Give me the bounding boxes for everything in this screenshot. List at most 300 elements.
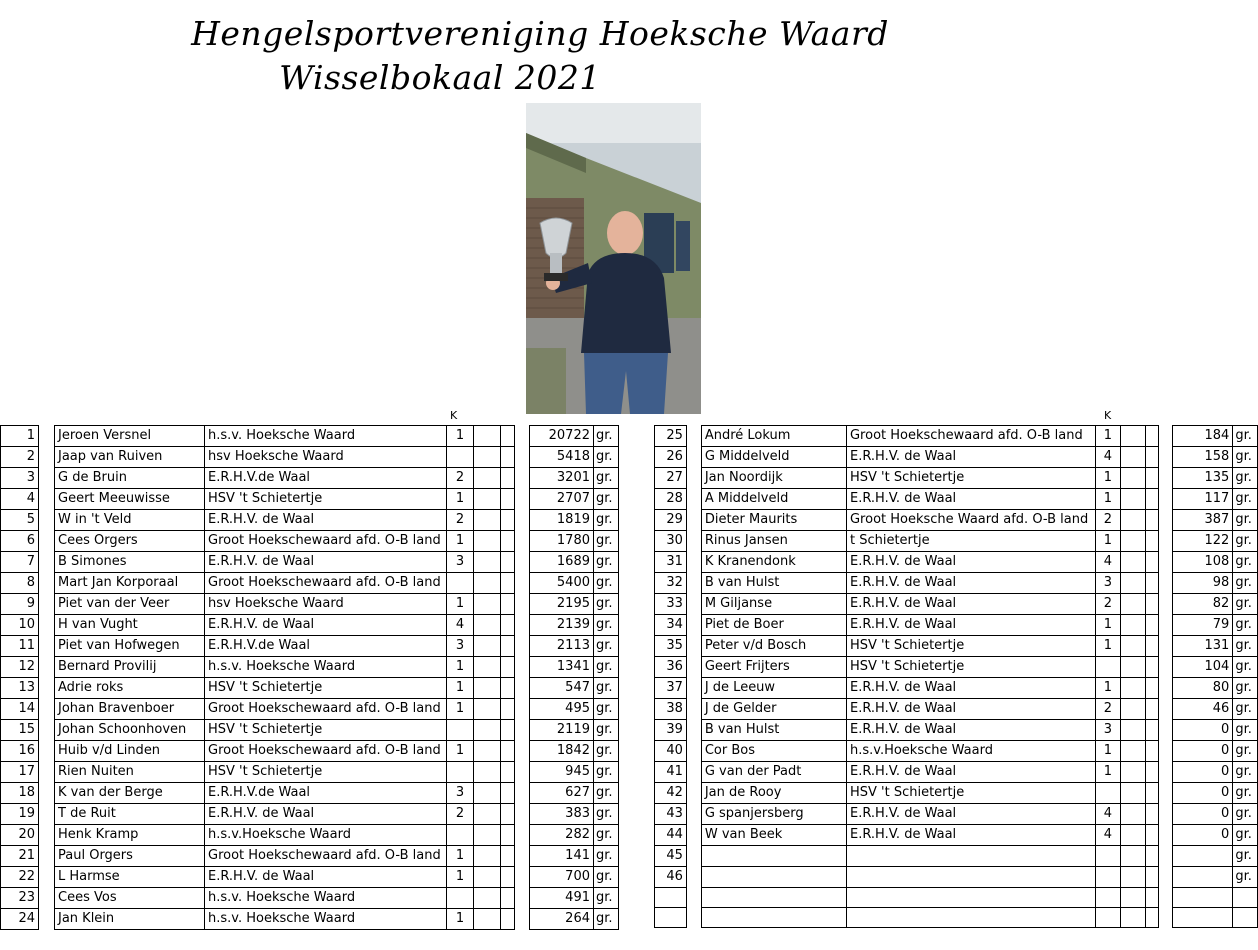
club-cell: Groot Hoekschewaard afd. O-B land [205,846,447,867]
k-cell: 1 [1095,741,1121,762]
spacer-cell [1159,699,1173,720]
rank-cell: 34 [655,615,687,636]
spacer-cell [515,699,530,720]
spacer-cell [686,888,701,908]
weight-cell [1173,846,1233,867]
spacer-cell [1159,720,1173,741]
angler-name-cell: Piet van der Veer [55,594,205,615]
table-row [1,699,619,720]
empty-cell [474,867,501,888]
club-cell: h.s.v. Hoeksche Waard [205,909,447,930]
spacer-cell [39,783,55,804]
unit-cell: gr. [594,825,619,846]
unit-cell [1233,888,1258,908]
spacer-cell [686,489,701,510]
spacer-cell [686,804,701,825]
club-cell: HSV 't Schietertje [205,678,447,699]
empty-cell [501,447,515,468]
results-table-right [654,425,1258,928]
spacer-cell [39,468,55,489]
club-cell: HSV 't Schietertje [846,657,1095,678]
empty-cell [1145,720,1158,741]
unit-cell: gr. [1233,783,1258,804]
empty-cell [1121,468,1146,489]
angler-name-cell: J de Gelder [701,699,846,720]
rank-cell: 37 [655,678,687,699]
unit-cell: gr. [1233,720,1258,741]
k-cell: 2 [447,468,474,489]
angler-name-cell: Peter v/d Bosch [701,636,846,657]
spacer-cell [39,531,55,552]
weight-cell: 1689 [530,552,594,573]
spacer-cell [1159,468,1173,489]
unit-cell: gr. [594,468,619,489]
unit-cell: gr. [1233,762,1258,783]
k-cell [447,762,474,783]
angler-name-cell [701,908,846,928]
empty-cell [1121,720,1146,741]
spacer-cell [39,678,55,699]
k-cell: 1 [447,657,474,678]
empty-cell [474,678,501,699]
empty-cell [1121,615,1146,636]
table-row [1,783,619,804]
club-cell: E.R.H.V. de Waal [205,615,447,636]
angler-name-cell: Piet van Hofwegen [55,636,205,657]
rank-cell: 3 [1,468,39,489]
spacer-cell [515,825,530,846]
spacer-cell [515,678,530,699]
unit-cell: gr. [1233,447,1258,468]
empty-cell [1121,867,1146,888]
table-row [655,426,1258,447]
table-row [655,510,1258,531]
club-cell: E.R.H.V. de Waal [846,720,1095,741]
unit-cell: gr. [1233,531,1258,552]
empty-cell [1121,447,1146,468]
rank-cell: 15 [1,720,39,741]
empty-cell [501,909,515,930]
weight-cell: 5400 [530,573,594,594]
weight-cell: 98 [1173,573,1233,594]
spacer-cell [39,573,55,594]
spacer-cell [686,426,701,447]
rank-cell: 9 [1,594,39,615]
angler-name-cell: Huib v/d Linden [55,741,205,762]
angler-name-cell: Jaap van Ruiven [55,447,205,468]
weight-cell: 80 [1173,678,1233,699]
rank-cell: 42 [655,783,687,804]
angler-name-cell: Adrie roks [55,678,205,699]
weight-cell: 135 [1173,468,1233,489]
angler-name-cell: A Middelveld [701,489,846,510]
k-cell [447,888,474,909]
spacer-cell [686,447,701,468]
k-cell [447,447,474,468]
empty-cell [1145,657,1158,678]
empty-cell [501,510,515,531]
unit-cell: gr. [594,699,619,720]
table-row [1,615,619,636]
k-cell [1095,908,1121,928]
table-row [1,720,619,741]
weight-cell: 2195 [530,594,594,615]
k-cell [1095,846,1121,867]
club-cell [846,846,1095,867]
rank-cell: 11 [1,636,39,657]
unit-cell: gr. [594,804,619,825]
table-row [1,489,619,510]
club-cell: Groot Hoekschewaard afd. O-B land [205,531,447,552]
weight-cell: 2119 [530,720,594,741]
empty-cell [501,825,515,846]
weight-cell: 1780 [530,531,594,552]
table-row [1,888,619,909]
k-cell: 4 [1095,804,1121,825]
rank-cell: 44 [655,825,687,846]
empty-cell [501,489,515,510]
k-cell [447,825,474,846]
spacer-cell [515,531,530,552]
spacer-cell [515,657,530,678]
spacer-cell [1159,741,1173,762]
k-cell: 2 [447,804,474,825]
spacer-cell [686,762,701,783]
rank-cell: 28 [655,489,687,510]
spacer-cell [39,909,55,930]
weight-cell: 131 [1173,636,1233,657]
unit-cell: gr. [1233,699,1258,720]
club-cell: HSV 't Schietertje [205,489,447,510]
unit-cell: gr. [594,720,619,741]
unit-cell: gr. [594,846,619,867]
spacer-cell [39,762,55,783]
unit-cell: gr. [1233,468,1258,489]
table-row [1,468,619,489]
spacer-cell [515,867,530,888]
spacer-cell [686,783,701,804]
angler-name-cell: Geert Frijters [701,657,846,678]
club-cell: Groot Hoekschewaard afd. O-B land [846,426,1095,447]
angler-name-cell: Paul Orgers [55,846,205,867]
spacer-cell [686,678,701,699]
spacer-cell [515,426,530,447]
rank-cell: 12 [1,657,39,678]
angler-name-cell: Cees Vos [55,888,205,909]
unit-cell: gr. [1233,678,1258,699]
spacer-cell [1159,825,1173,846]
empty-cell [1121,741,1146,762]
table-row [1,867,619,888]
table-row [655,594,1258,615]
spacer-cell [686,636,701,657]
unit-cell: gr. [594,741,619,762]
spacer-cell [686,741,701,762]
empty-cell [474,552,501,573]
empty-cell [474,447,501,468]
rank-cell: 22 [1,867,39,888]
unit-cell: gr. [594,489,619,510]
spacer-cell [39,447,55,468]
club-cell: hsv Hoeksche Waard [205,594,447,615]
rank-cell: 4 [1,489,39,510]
table-row [655,636,1258,657]
spacer-cell [515,468,530,489]
club-cell: E.R.H.V. de Waal [846,762,1095,783]
angler-name-cell: J de Leeuw [701,678,846,699]
table-row [655,720,1258,741]
k-cell: 2 [1095,699,1121,720]
spacer-cell [515,909,530,930]
angler-name-cell [701,867,846,888]
spacer-cell [39,741,55,762]
club-cell: t Schietertje [846,531,1095,552]
table-row [655,678,1258,699]
spacer-cell [515,783,530,804]
angler-name-cell: B van Hulst [701,573,846,594]
weight-cell: 46 [1173,699,1233,720]
empty-cell [1121,678,1146,699]
rank-cell [655,888,687,908]
weight-cell: 2113 [530,636,594,657]
empty-cell [501,468,515,489]
club-cell: h.s.v. Hoeksche Waard [205,657,447,678]
spacer-cell [1159,888,1173,908]
spacer-cell [39,804,55,825]
table-row [1,531,619,552]
empty-cell [474,741,501,762]
k-cell: 3 [447,552,474,573]
k-cell: 2 [447,510,474,531]
unit-cell: gr. [1233,573,1258,594]
rank-cell [655,908,687,928]
spacer-cell [39,615,55,636]
spacer-cell [686,825,701,846]
club-cell: E.R.H.V. de Waal [846,447,1095,468]
table-row [1,657,619,678]
spacer-cell [686,468,701,489]
angler-name-cell: Cor Bos [701,741,846,762]
unit-cell: gr. [1233,657,1258,678]
empty-cell [474,720,501,741]
spacer-cell [1159,678,1173,699]
club-cell: Groot Hoekschewaard afd. O-B land [205,699,447,720]
spacer-cell [686,573,701,594]
empty-cell [1145,552,1158,573]
rank-cell: 27 [655,468,687,489]
empty-cell [501,678,515,699]
rank-cell: 39 [655,720,687,741]
weight-cell [1173,908,1233,928]
table-row [1,510,619,531]
weight-cell [1173,867,1233,888]
empty-cell [1121,657,1146,678]
rank-cell: 25 [655,426,687,447]
empty-cell [1145,468,1158,489]
unit-cell: gr. [594,867,619,888]
weight-cell: 264 [530,909,594,930]
unit-cell: gr. [1233,510,1258,531]
spacer-cell [1159,804,1173,825]
spacer-cell [39,699,55,720]
unit-cell: gr. [594,909,619,930]
club-cell: E.R.H.V. de Waal [205,510,447,531]
club-cell: E.R.H.V. de Waal [205,552,447,573]
weight-cell: 0 [1173,804,1233,825]
club-cell: h.s.v.Hoeksche Waard [846,741,1095,762]
k-cell: 4 [1095,447,1121,468]
empty-cell [474,531,501,552]
spacer-cell [1159,447,1173,468]
empty-cell [474,825,501,846]
table-row [655,846,1258,867]
empty-cell [474,783,501,804]
angler-name-cell [701,888,846,908]
empty-cell [1121,846,1146,867]
k-cell [447,573,474,594]
k-cell: 1 [1095,489,1121,510]
rank-cell: 33 [655,594,687,615]
spacer-cell [515,762,530,783]
k-cell: 4 [1095,552,1121,573]
empty-cell [474,636,501,657]
empty-cell [501,552,515,573]
k-cell: 3 [447,783,474,804]
empty-cell [1121,762,1146,783]
spacer-cell [1159,762,1173,783]
table-row [1,573,619,594]
spacer-cell [515,846,530,867]
spacer-cell [515,720,530,741]
k-cell: 1 [1095,531,1121,552]
table-row [655,804,1258,825]
unit-cell: gr. [594,531,619,552]
rank-cell: 26 [655,447,687,468]
rank-cell: 40 [655,741,687,762]
empty-cell [1145,447,1158,468]
weight-cell: 491 [530,888,594,909]
club-cell: E.R.H.V.de Waal [205,468,447,489]
spacer-cell [686,867,701,888]
spacer-cell [515,489,530,510]
club-cell: h.s.v. Hoeksche Waard [205,426,447,447]
empty-cell [501,888,515,909]
unit-cell: gr. [594,636,619,657]
weight-cell: 82 [1173,594,1233,615]
club-cell: E.R.H.V. de Waal [846,489,1095,510]
spacer-cell [686,908,701,928]
unit-cell: gr. [1233,615,1258,636]
weight-cell: 700 [530,867,594,888]
k-cell: 1 [447,846,474,867]
angler-name-cell: André Lokum [701,426,846,447]
winner-photo [526,103,701,414]
empty-cell [1145,510,1158,531]
unit-cell: gr. [1233,426,1258,447]
empty-cell [474,909,501,930]
k-cell [1095,783,1121,804]
empty-cell [501,783,515,804]
table-row [1,741,619,762]
empty-cell [1121,489,1146,510]
rank-cell: 31 [655,552,687,573]
angler-name-cell: Jan de Rooy [701,783,846,804]
empty-cell [501,804,515,825]
unit-cell: gr. [1233,867,1258,888]
spacer-cell [1159,783,1173,804]
empty-cell [474,510,501,531]
k-cell: 3 [447,636,474,657]
rank-cell: 20 [1,825,39,846]
angler-name-cell: Johan Schoonhoven [55,720,205,741]
empty-cell [1145,678,1158,699]
table-row [1,678,619,699]
spacer-cell [1159,489,1173,510]
k-cell [1095,888,1121,908]
table-row [655,447,1258,468]
spacer-cell [1159,426,1173,447]
spacer-cell [1159,594,1173,615]
club-cell: E.R.H.V. de Waal [846,594,1095,615]
empty-cell [1121,510,1146,531]
rank-cell: 1 [1,426,39,447]
k-cell: 1 [447,426,474,447]
empty-cell [1145,888,1158,908]
club-cell: E.R.H.V. de Waal [846,615,1095,636]
spacer-cell [39,825,55,846]
rank-cell: 43 [655,804,687,825]
k-cell: 1 [1095,615,1121,636]
empty-cell [474,888,501,909]
table-row [655,531,1258,552]
empty-cell [1145,594,1158,615]
empty-cell [1121,908,1146,928]
empty-cell [501,594,515,615]
club-cell: HSV 't Schietertje [846,783,1095,804]
rank-cell: 35 [655,636,687,657]
club-cell: E.R.H.V. de Waal [205,804,447,825]
unit-cell: gr. [594,678,619,699]
rank-cell: 21 [1,846,39,867]
k-cell: 2 [1095,594,1121,615]
weight-cell: 282 [530,825,594,846]
empty-cell [1121,594,1146,615]
k-cell: 2 [1095,510,1121,531]
unit-cell: gr. [594,573,619,594]
unit-cell: gr. [1233,846,1258,867]
rank-cell: 7 [1,552,39,573]
club-cell: E.R.H.V. de Waal [846,678,1095,699]
k-cell [1095,657,1121,678]
spacer-cell [1159,636,1173,657]
k-cell: 1 [447,741,474,762]
angler-name-cell: Henk Kramp [55,825,205,846]
k-cell: 1 [1095,762,1121,783]
table-row [1,447,619,468]
empty-cell [1145,846,1158,867]
club-cell: E.R.H.V. de Waal [846,573,1095,594]
k-cell: 1 [447,699,474,720]
empty-cell [474,846,501,867]
weight-cell: 122 [1173,531,1233,552]
weight-cell: 1341 [530,657,594,678]
spacer-cell [515,615,530,636]
angler-name-cell: B Simones [55,552,205,573]
weight-cell: 0 [1173,825,1233,846]
k-cell [1095,867,1121,888]
spacer-cell [686,531,701,552]
table-row [655,615,1258,636]
